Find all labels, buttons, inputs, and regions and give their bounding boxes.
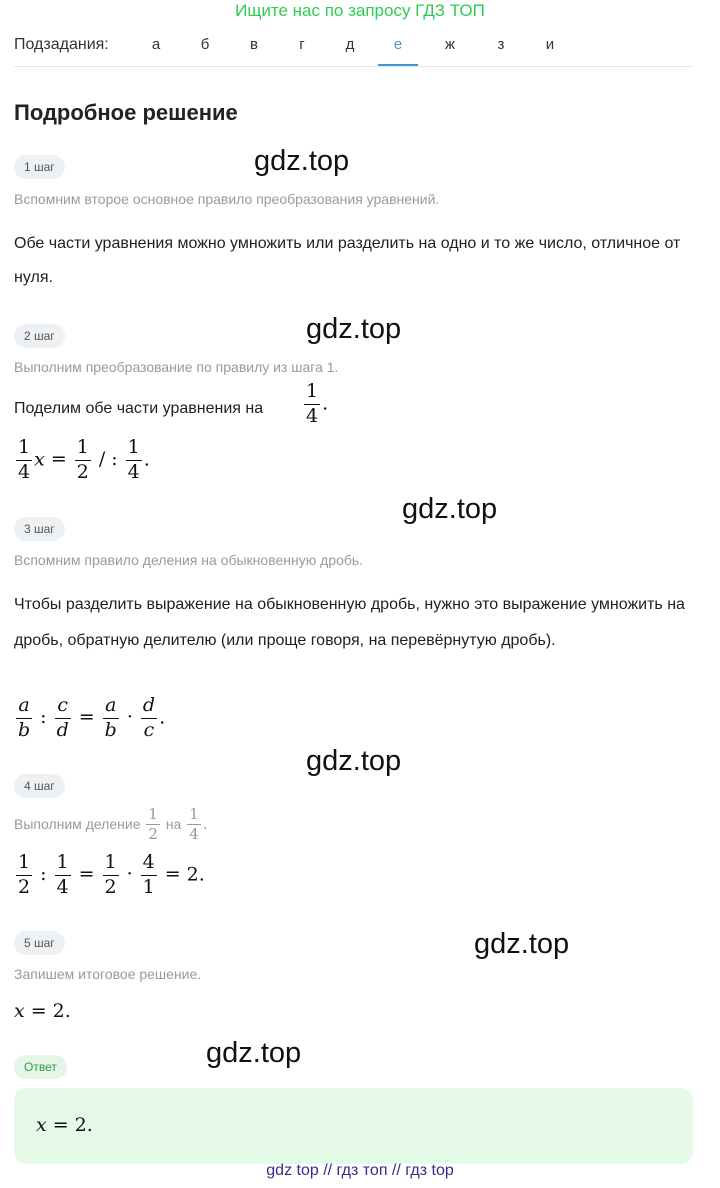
step-2-text-label: Поделим обе части уравнения на — [14, 400, 264, 417]
step-4-hint — [14, 806, 208, 844]
equation-fraction-division-rule: $\frac{a}{b}$ : $\frac{c}{d}$ = $\frac{a}{b}$ · $\frac{d}{c}$ . — [18, 694, 166, 741]
search-banner: Ищите нас по запросу ГДЗ ТОП — [235, 1, 485, 20]
subtask-tab-g[interactable]: г — [299, 36, 305, 53]
step-5-badge: 5 шаг — [14, 931, 65, 955]
step-1-badge: 1 шаг — [14, 155, 65, 179]
step-4-hint-mid: на — [165, 815, 182, 832]
step-4-badge: 4 шаг — [14, 774, 65, 798]
step-4-fraction-half: $\frac{1}{2}$ — [148, 805, 158, 844]
subtask-tab-v[interactable]: в — [250, 36, 258, 53]
subtask-tab-zh[interactable]: ж — [444, 36, 456, 53]
step-1-text: Обе части уравнения можно умножить или разделить на одно и то же число, отличное от нуля. — [14, 235, 681, 286]
step-2-badge: 2 шаг — [14, 324, 65, 348]
step-4-fraction-quarter: $\frac{1}{4}$ . — [189, 805, 208, 844]
watermark: gdz.top — [206, 1037, 302, 1069]
step-2-divisor: $\frac{1}{4}$ . — [306, 380, 329, 427]
answer-badge: Ответ — [14, 1055, 67, 1079]
footer-links[interactable]: gdz top // гдз топ // гдз top — [266, 1162, 454, 1179]
step-2-text — [14, 400, 694, 418]
equation-divide-both-sides: $\frac{1}{4}$ x = $\frac{1}{2}$ / : $\frac{1}{4}$ . — [18, 436, 150, 483]
watermark: gdz.top — [402, 493, 498, 525]
subtask-tab-d[interactable]: д — [345, 36, 355, 53]
equation-division-result: $\frac{1}{2}$ : $\frac{1}{4}$ = $\frac{1}{2}$ · $\frac{4}{1}$ = 2. — [18, 851, 205, 898]
step-1-hint: Вспомним второе основное правило преобразования уравнений. — [14, 191, 440, 207]
subtasks-label: Подзадания: — [14, 36, 109, 53]
answer-value: x = 2. — [36, 1114, 93, 1136]
subtask-tabs — [14, 30, 694, 67]
subtask-tab-b[interactable]: б — [200, 36, 210, 53]
subtask-tab-e[interactable]: е — [378, 30, 418, 66]
step-2-hint: Выполним преобразование по правилу из шага 1. — [14, 359, 339, 375]
subtask-tab-i[interactable]: и — [545, 36, 555, 53]
solution-heading: Подробное решение — [14, 100, 238, 125]
watermark: gdz.top — [306, 745, 402, 777]
final-solution: x = 2. — [14, 1000, 71, 1022]
answer-box — [14, 1088, 693, 1164]
step-3-text: Чтобы разделить выражение на обыкновенную дробь, нужно это выражение умножить на дробь, обратную делителю (или проще говоря, на перевёрнутую дробь). — [14, 596, 685, 649]
step-3-badge: 3 шаг — [14, 517, 65, 541]
subtask-tab-z[interactable]: з — [497, 36, 505, 53]
subtask-tab-a[interactable]: а — [151, 36, 161, 53]
step-4-hint-prefix: Выполним деление — [14, 815, 141, 832]
step-5-hint: Запишем итоговое решение. — [14, 966, 202, 982]
watermark: gdz.top — [474, 928, 570, 960]
watermark: gdz.top — [254, 145, 350, 177]
step-3-hint: Вспомним правило деления на обыкновенную дробь. — [14, 552, 364, 568]
watermark: gdz.top — [306, 313, 402, 345]
